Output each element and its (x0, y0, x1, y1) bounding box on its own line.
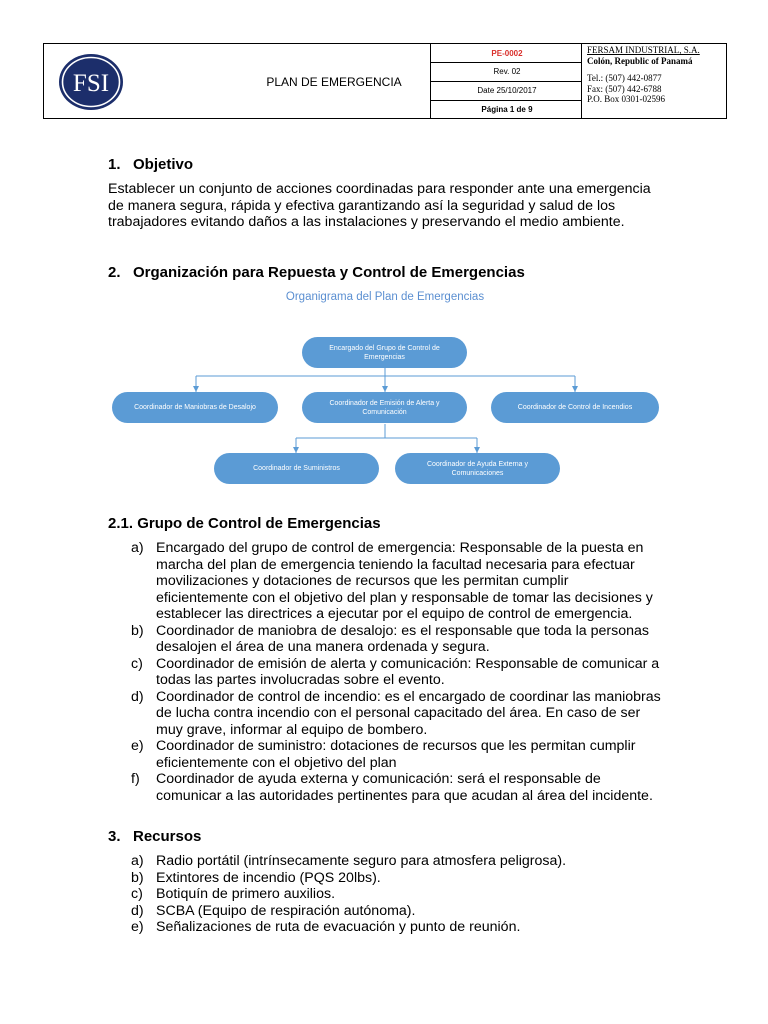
list-item-text: SCBA (Equipo de respiración autónoma). (156, 902, 416, 919)
list-item (131, 903, 661, 920)
list-marker: b) (131, 869, 144, 886)
org-node-desalojo: Coordinador de Maniobras de Desalojo (112, 392, 278, 423)
list-marker: c) (131, 886, 143, 902)
section-3-heading (108, 828, 201, 845)
section-title: Objetivo (133, 156, 194, 173)
list-marker: a) (131, 540, 144, 556)
objective-paragraph: Establecer un conjunto de acciones coordinadas para responder ante una emergencia de manera segura, rápida y efectiva garantizando así la seguridad y salud de los trabajadores evitando daños a las instalaciones y preservando el medio ambiente. (108, 181, 651, 230)
company-po-box: P.O. Box 0301-02596 (587, 94, 666, 104)
org-node-alerta: Coordinador de Emisión de Alerta y Comunicación (302, 392, 467, 423)
section-2-1-heading (108, 515, 381, 532)
section-title: Grupo de Control de Emergencias (137, 515, 381, 532)
list-marker: e) (131, 919, 144, 935)
page-number: Página 1 de 9 (481, 105, 533, 114)
company-phone: Tel.: (507) 442-0877 (587, 73, 662, 83)
org-node-ayuda: Coordinador de Ayuda Externa y Comunicaciones (395, 453, 560, 484)
logo-text: FSI (72, 70, 110, 97)
list-item-text: Extintores de incendio (PQS 20lbs). (156, 869, 381, 886)
org-node-root: Encargado del Grupo de Control de Emergencias (302, 337, 467, 368)
list-item-text: Coordinador de suministro: dotaciones de recursos que les permitan cumplir eficientemente con el objetivo del plan (156, 738, 636, 771)
list-item (131, 919, 661, 936)
list-marker: e) (131, 738, 144, 754)
section-number: 2. (108, 264, 121, 281)
org-node-incendios: Coordinador de Control de Incendios (491, 392, 659, 423)
section-number: 3. (108, 828, 121, 845)
section-title: Organización para Repuesta y Control de Emergencias (133, 264, 525, 281)
list-marker: d) (131, 688, 144, 705)
list-item-text: Coordinador de emisión de alerta y comunicación: Responsable de comunicar a todas las partes involucradas sobre el evento. (156, 655, 660, 688)
company-name: FERSAM INDUSTRIAL, S.A. (587, 45, 700, 55)
list-marker: d) (131, 902, 144, 919)
section-number: 1. (108, 156, 121, 173)
list-marker: a) (131, 853, 144, 869)
list-item-text: Coordinador de ayuda externa y comunicación: será el responsable de comunicar a las autoridades pertinentes para que acudan al área del incidente. (156, 771, 653, 804)
document-code: PE-0002 (491, 48, 523, 58)
org-chart-title: Organigrama del Plan de Emergencias (285, 291, 485, 303)
list-marker: c) (131, 655, 143, 672)
list-item-text: Señalizaciones de ruta de evacuación y punto de reunión. (156, 919, 521, 935)
list-item-text: Encargado del grupo de control de emergencia: Responsable de la puesta en marcha del plan de emergencia teniendo la facultad necesaria para efectuar movilizaciones y dotaciones de recursos que les permitan cumplir eficientemente con el objetivo del plan y responsable de tomar las decisiones y establecer las directrices a ejecutar por el equipo de control de emergencia. (156, 540, 653, 622)
list-item (131, 689, 661, 739)
list-item-text: Radio portátil (intrínsecamente seguro para atmosfera peligrosa). (156, 853, 567, 869)
control-group-list (131, 540, 661, 804)
document-title: PLAN DE EMERGENCIA (266, 75, 402, 89)
document-date: Date 25/10/2017 (477, 86, 537, 95)
section-number: 2.1. (108, 515, 134, 532)
list-item (131, 886, 661, 903)
revision: Rev. 02 (493, 67, 521, 76)
list-item (131, 870, 661, 887)
list-item (131, 853, 661, 870)
company-fax: Fax: (507) 442-6788 (587, 83, 662, 94)
company-location: Colón, Republic of Panamá (587, 55, 693, 66)
list-item (131, 771, 661, 804)
list-item-text: Botiquín de primero auxilios. (156, 886, 336, 902)
list-item (131, 623, 661, 656)
list-item-text: Coordinador de control de incendio: es el encargado de coordinar las maniobras de lucha contra incendio con el personal capacitado del área. En caso de ser muy grave, informar al equipo de bombero. (156, 688, 661, 738)
list-item (131, 738, 661, 771)
list-item (131, 656, 661, 689)
section-title: Recursos (133, 828, 202, 845)
resources-list (131, 853, 661, 936)
list-item-text: Coordinador de maniobra de desalojo: es el responsable que toda la personas desalojen el área de una manera ordenada y segura. (156, 622, 649, 655)
list-item (131, 540, 661, 623)
list-marker: f) (131, 771, 140, 787)
list-marker: b) (131, 622, 144, 639)
org-node-suministros: Coordinador de Suministros (214, 453, 379, 484)
